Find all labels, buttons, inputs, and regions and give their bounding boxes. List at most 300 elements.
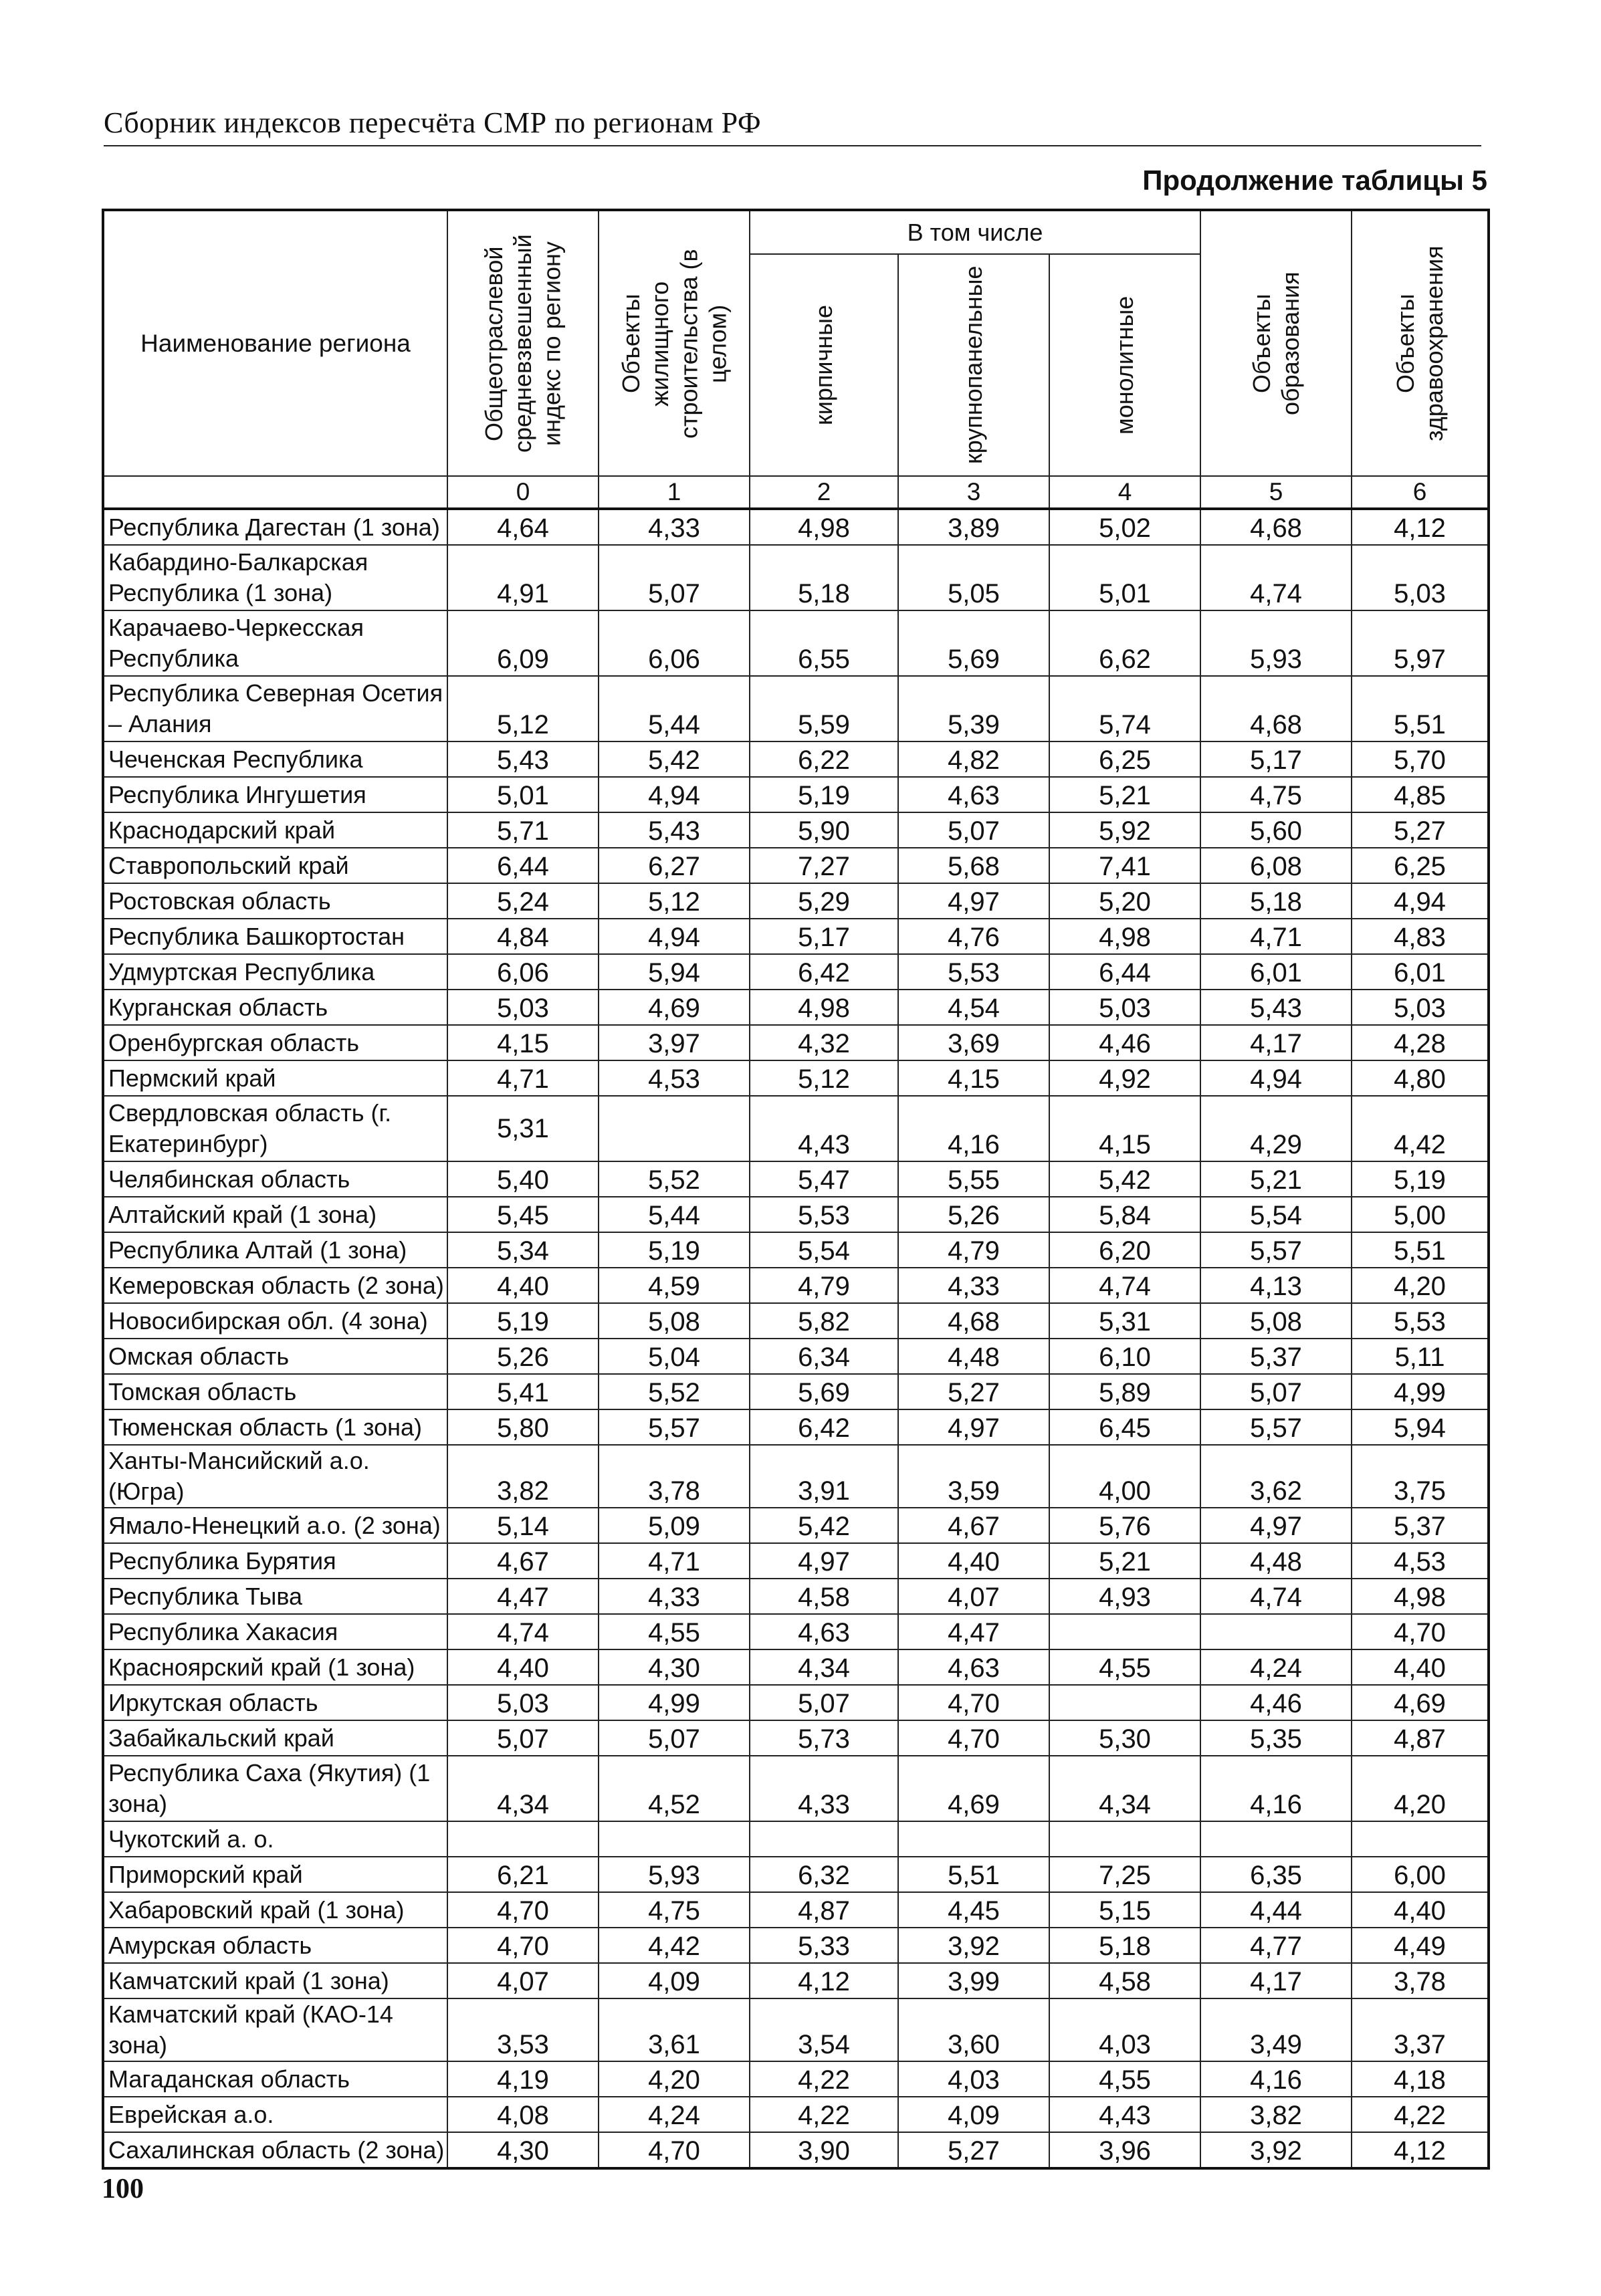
table-row [103, 1197, 1489, 1232]
index-value-cell: 6,55 [750, 610, 898, 676]
index-value-cell [1049, 1685, 1200, 1720]
index-value-cell: 5,12 [750, 1060, 898, 1096]
table-row [103, 1303, 1489, 1339]
index-value-cell: 5,18 [750, 545, 898, 610]
index-value-cell: 4,19 [447, 2061, 599, 2097]
index-value-cell: 3,53 [447, 1998, 599, 2061]
region-name-cell: Республика Дагестан (1 зона) [103, 509, 447, 545]
index-value-cell: 4,80 [1352, 1060, 1489, 1096]
index-value-cell: 4,97 [750, 1543, 898, 1579]
index-value-cell: 5,89 [1049, 1374, 1200, 1409]
region-name-cell: Республика Бурятия [103, 1543, 447, 1579]
header-group-including: В том числе [750, 210, 1200, 254]
index-value-cell: 4,12 [750, 1963, 898, 1998]
page-number: 100 [102, 2174, 144, 2204]
index-value-cell [1352, 1821, 1489, 1857]
region-name-cell: Краснодарский край [103, 812, 447, 848]
index-value-cell [599, 1821, 750, 1857]
table-row [103, 1096, 1489, 1161]
index-value-cell: 4,33 [750, 1756, 898, 1821]
index-value-cell: 5,52 [599, 1374, 750, 1409]
index-value-cell: 5,26 [898, 1197, 1049, 1232]
index-value-cell: 5,01 [447, 777, 599, 812]
index-value-cell: 5,40 [447, 1161, 599, 1197]
index-value-cell: 5,80 [447, 1409, 599, 1445]
table-row [103, 777, 1489, 812]
index-value-cell: 5,44 [599, 1197, 750, 1232]
table-row [103, 883, 1489, 919]
index-value-cell: 6,32 [750, 1857, 898, 1892]
index-value-cell: 4,85 [1352, 777, 1489, 812]
table-row [103, 1232, 1489, 1268]
index-value-cell: 4,54 [898, 990, 1049, 1025]
index-value-cell: 5,00 [1352, 1197, 1489, 1232]
index-value-cell: 4,83 [1352, 919, 1489, 954]
index-value-cell: 4,40 [447, 1649, 599, 1685]
region-name-cell: Республика Северная Осетия – Алания [103, 676, 447, 741]
table-row [103, 1963, 1489, 1998]
index-value-cell: 5,30 [1049, 1720, 1200, 1756]
index-value-cell: 5,07 [447, 1720, 599, 1756]
index-value-cell: 6,45 [1049, 1409, 1200, 1445]
index-value-cell: 4,94 [1352, 883, 1489, 919]
table-row [103, 2097, 1489, 2132]
index-value-cell: 5,69 [898, 610, 1049, 676]
column-number-row [103, 476, 1489, 509]
index-value-cell: 5,14 [447, 1508, 599, 1543]
index-value-cell: 4,74 [447, 1614, 599, 1649]
index-value-cell: 4,17 [1200, 1963, 1352, 1998]
index-value-cell: 4,69 [1352, 1685, 1489, 1720]
index-value-cell: 4,34 [750, 1649, 898, 1685]
index-value-cell: 4,52 [599, 1756, 750, 1821]
index-value-cell: 5,71 [447, 812, 599, 848]
column-number: 4 [1049, 476, 1200, 509]
index-value-cell: 5,34 [447, 1232, 599, 1268]
index-value-cell: 3,91 [750, 1445, 898, 1508]
index-value-cell: 4,94 [599, 777, 750, 812]
index-value-cell: 7,41 [1049, 848, 1200, 883]
index-value-cell: 4,98 [1049, 919, 1200, 954]
index-value-cell: 5,21 [1049, 777, 1200, 812]
index-value-cell: 5,19 [447, 1303, 599, 1339]
index-value-cell: 3,62 [1200, 1445, 1352, 1508]
header-col-5: Объекты образования [1200, 210, 1352, 476]
index-value-cell: 5,43 [1200, 990, 1352, 1025]
table-row [103, 1579, 1489, 1614]
index-value-cell: 5,57 [1200, 1232, 1352, 1268]
index-value-cell: 4,91 [447, 545, 599, 610]
region-name-cell: Хабаровский край (1 зона) [103, 1892, 447, 1928]
index-value-cell: 4,70 [898, 1720, 1049, 1756]
index-value-cell: 5,07 [1200, 1374, 1352, 1409]
index-value-cell: 4,00 [1049, 1445, 1200, 1508]
index-value-cell: 5,37 [1352, 1508, 1489, 1543]
table-row [103, 2132, 1489, 2168]
table-row [103, 741, 1489, 777]
index-value-cell: 4,97 [898, 883, 1049, 919]
index-value-cell: 6,27 [599, 848, 750, 883]
column-number: 2 [750, 476, 898, 509]
index-value-cell: 5,47 [750, 1161, 898, 1197]
region-name-cell: Челябинская область [103, 1161, 447, 1197]
table-row [103, 1720, 1489, 1756]
index-value-cell: 5,07 [599, 545, 750, 610]
index-value-cell: 4,79 [898, 1232, 1049, 1268]
index-value-cell [1049, 1614, 1200, 1649]
index-value-cell: 5,53 [898, 954, 1049, 990]
index-value-cell: 4,84 [447, 919, 599, 954]
column-number: 5 [1200, 476, 1352, 509]
index-value-cell: 3,96 [1049, 2132, 1200, 2168]
index-value-cell: 4,40 [447, 1268, 599, 1303]
table-row [103, 1508, 1489, 1543]
index-value-cell: 4,03 [898, 2061, 1049, 2097]
index-value-cell: 4,15 [1049, 1096, 1200, 1161]
index-value-cell: 5,93 [599, 1857, 750, 1892]
index-value-cell: 4,42 [599, 1928, 750, 1963]
index-value-cell: 4,07 [898, 1579, 1049, 1614]
index-value-cell: 4,17 [1200, 1025, 1352, 1060]
index-value-cell: 4,13 [1200, 1268, 1352, 1303]
index-value-cell: 5,33 [750, 1928, 898, 1963]
index-value-cell: 4,53 [1352, 1543, 1489, 1579]
index-value-cell: 5,68 [898, 848, 1049, 883]
index-value-cell: 3,60 [898, 1998, 1049, 2061]
index-value-cell: 4,47 [898, 1614, 1049, 1649]
index-value-cell: 4,71 [1200, 919, 1352, 954]
column-number: 6 [1352, 476, 1489, 509]
table-row [103, 509, 1489, 545]
index-value-cell: 4,55 [1049, 2061, 1200, 2097]
region-name-cell: Сахалинская область (2 зона) [103, 2132, 447, 2168]
index-value-cell: 4,98 [1352, 1579, 1489, 1614]
index-value-cell: 6,34 [750, 1339, 898, 1374]
index-value-cell: 4,22 [750, 2097, 898, 2132]
region-name-cell: Алтайский край (1 зона) [103, 1197, 447, 1232]
index-value-cell: 4,87 [1352, 1720, 1489, 1756]
region-name-cell: Ямало-Ненецкий а.о. (2 зона) [103, 1508, 447, 1543]
index-value-cell: 4,20 [599, 2061, 750, 2097]
index-value-cell: 5,84 [1049, 1197, 1200, 1232]
region-name-cell: Оренбургская область [103, 1025, 447, 1060]
table-row [103, 1374, 1489, 1409]
index-value-cell: 5,70 [1352, 741, 1489, 777]
index-value-cell: 3,69 [898, 1025, 1049, 1060]
index-value-cell: 5,92 [1049, 812, 1200, 848]
index-value-cell: 4,34 [447, 1756, 599, 1821]
index-value-cell: 5,17 [750, 919, 898, 954]
index-value-cell: 4,30 [599, 1649, 750, 1685]
index-value-cell [1200, 1821, 1352, 1857]
table-row [103, 676, 1489, 741]
header-region-name: Наименование региона [103, 210, 447, 476]
index-value-cell: 4,12 [1352, 509, 1489, 545]
index-value-cell: 3,61 [599, 1998, 750, 2061]
index-value-cell: 6,42 [750, 954, 898, 990]
index-value-cell: 4,30 [447, 2132, 599, 2168]
index-value-cell: 6,09 [447, 610, 599, 676]
index-value-cell: 5,74 [1049, 676, 1200, 741]
index-value-cell: 4,33 [599, 1579, 750, 1614]
index-value-cell: 5,20 [1049, 883, 1200, 919]
index-value-cell: 5,42 [1049, 1161, 1200, 1197]
index-value-cell: 4,70 [447, 1892, 599, 1928]
index-value-cell: 5,76 [1049, 1508, 1200, 1543]
region-name-cell: Омская область [103, 1339, 447, 1374]
table-row [103, 2061, 1489, 2097]
index-value-cell: 3,92 [1200, 2132, 1352, 2168]
index-value-cell: 4,08 [447, 2097, 599, 2132]
index-value-cell: 6,21 [447, 1857, 599, 1892]
table-row [103, 1161, 1489, 1197]
index-value-cell: 6,62 [1049, 610, 1200, 676]
index-value-cell: 5,45 [447, 1197, 599, 1232]
index-value-cell: 5,44 [599, 676, 750, 741]
index-value-cell: 6,10 [1049, 1339, 1200, 1374]
index-value-cell: 4,74 [1200, 545, 1352, 610]
region-name-cell: Чеченская Республика [103, 741, 447, 777]
index-value-cell: 4,99 [599, 1685, 750, 1720]
index-value-cell: 4,63 [898, 777, 1049, 812]
index-value-cell: 4,98 [750, 509, 898, 545]
index-value-cell: 5,19 [750, 777, 898, 812]
header-col-3: крупнопанельные [898, 254, 1049, 476]
index-value-cell: 4,49 [1352, 1928, 1489, 1963]
index-value-cell: 4,07 [447, 1963, 599, 1998]
index-value-cell: 5,57 [1200, 1409, 1352, 1445]
region-name-cell: Еврейская а.о. [103, 2097, 447, 2132]
index-value-cell: 4,82 [898, 741, 1049, 777]
region-name-cell: Курганская область [103, 990, 447, 1025]
column-number: 1 [599, 476, 750, 509]
index-value-cell: 4,97 [1200, 1508, 1352, 1543]
index-value-cell: 3,54 [750, 1998, 898, 2061]
index-value-cell: 4,43 [1049, 2097, 1200, 2132]
table-row [103, 848, 1489, 883]
index-value-cell: 4,93 [1049, 1579, 1200, 1614]
index-value-cell: 5,42 [599, 741, 750, 777]
table-row [103, 1445, 1489, 1508]
index-value-cell: 4,64 [447, 509, 599, 545]
index-value-cell: 4,15 [447, 1025, 599, 1060]
region-name-cell: Магаданская область [103, 2061, 447, 2097]
table-row [103, 1025, 1489, 1060]
index-value-cell: 5,12 [447, 676, 599, 741]
index-value-cell: 5,26 [447, 1339, 599, 1374]
region-name-cell: Удмуртская Республика [103, 954, 447, 990]
header-col-2: кирпичные [750, 254, 898, 476]
region-name-cell: Республика Алтай (1 зона) [103, 1232, 447, 1268]
index-value-cell: 3,99 [898, 1963, 1049, 1998]
index-value-cell: 4,59 [599, 1268, 750, 1303]
index-value-cell: 5,19 [1352, 1161, 1489, 1197]
index-value-cell: 5,03 [447, 990, 599, 1025]
index-value-cell: 5,03 [1352, 545, 1489, 610]
region-name-cell: Республика Тыва [103, 1579, 447, 1614]
table-row [103, 1821, 1489, 1857]
index-value-cell: 4,12 [1352, 2132, 1489, 2168]
index-value-cell: 4,15 [898, 1060, 1049, 1096]
table-row [103, 1928, 1489, 1963]
index-value-cell: 5,07 [599, 1720, 750, 1756]
index-value-cell: 4,33 [599, 509, 750, 545]
index-value-cell: 4,79 [750, 1268, 898, 1303]
index-value-cell: 5,19 [599, 1232, 750, 1268]
index-value-cell: 3,90 [750, 2132, 898, 2168]
index-value-cell: 6,25 [1049, 741, 1200, 777]
index-value-cell: 4,71 [599, 1543, 750, 1579]
region-name-cell: Новосибирская обл. (4 зона) [103, 1303, 447, 1339]
region-name-cell: Иркутская область [103, 1685, 447, 1720]
index-value-cell: 5,53 [1352, 1303, 1489, 1339]
index-value-cell: 5,15 [1049, 1892, 1200, 1928]
index-value-cell: 5,09 [599, 1508, 750, 1543]
table-row [103, 990, 1489, 1025]
index-value-cell: 4,68 [1200, 676, 1352, 741]
index-value-cell: 5,57 [599, 1409, 750, 1445]
index-value-cell: 5,51 [898, 1857, 1049, 1892]
table-row [103, 1060, 1489, 1096]
index-value-cell: 4,75 [1200, 777, 1352, 812]
index-value-cell: 3,78 [1352, 1963, 1489, 1998]
index-value-cell: 5,02 [1049, 509, 1200, 545]
header-col-1: Объекты жилищного строительства (в целом) [599, 210, 750, 476]
region-name-cell: Пермский край [103, 1060, 447, 1096]
index-value-cell: 4,24 [1200, 1649, 1352, 1685]
index-value-cell [898, 1821, 1049, 1857]
region-name-cell: Свердловская область (г. Екатеринбург) [103, 1096, 447, 1161]
index-value-cell: 4,16 [1200, 1756, 1352, 1821]
index-value-cell: 5,82 [750, 1303, 898, 1339]
index-value-cell: 5,31 [447, 1096, 599, 1161]
index-value-cell [1200, 1614, 1352, 1649]
index-value-cell: 4,47 [447, 1579, 599, 1614]
index-value-cell: 6,42 [750, 1409, 898, 1445]
header-col-6: Объекты здравоохранения [1352, 210, 1489, 476]
index-value-cell: 4,48 [1200, 1543, 1352, 1579]
index-value-cell: 4,40 [898, 1543, 1049, 1579]
index-value-cell: 4,33 [898, 1268, 1049, 1303]
index-value-cell: 5,59 [750, 676, 898, 741]
index-value-cell: 4,69 [599, 990, 750, 1025]
index-value-cell: 5,90 [750, 812, 898, 848]
index-value-cell: 6,00 [1352, 1857, 1489, 1892]
index-value-cell: 7,27 [750, 848, 898, 883]
index-value-cell: 4,55 [1049, 1649, 1200, 1685]
index-value-cell: 4,75 [599, 1892, 750, 1928]
index-value-cell: 5,55 [898, 1161, 1049, 1197]
region-name-cell: Кемеровская область (2 зона) [103, 1268, 447, 1303]
index-value-cell [1049, 1821, 1200, 1857]
table-row [103, 610, 1489, 676]
index-value-cell: 4,03 [1049, 1998, 1200, 2061]
index-value-cell: 5,73 [750, 1720, 898, 1756]
index-value-cell: 4,99 [1352, 1374, 1489, 1409]
index-value-cell: 4,18 [1352, 2061, 1489, 2097]
region-name-cell: Кабардино-Балкарская Республика (1 зона) [103, 545, 447, 610]
index-value-cell: 4,69 [898, 1756, 1049, 1821]
region-name-cell: Ставропольский край [103, 848, 447, 883]
page-header: Сборник индексов пересчёта СМР по регионам РФ [104, 106, 1481, 146]
index-value-cell: 4,22 [1352, 2097, 1489, 2132]
index-value-cell: 3,37 [1352, 1998, 1489, 2061]
index-value-cell: 5,07 [898, 812, 1049, 848]
index-value-cell: 4,09 [898, 2097, 1049, 2132]
index-value-cell: 5,43 [447, 741, 599, 777]
index-value-cell: 3,59 [898, 1445, 1049, 1508]
index-value-cell: 4,20 [1352, 1756, 1489, 1821]
region-name-cell: Ханты-Мансийский а.о. (Югра) [103, 1445, 447, 1508]
index-value-cell: 4,40 [1352, 1892, 1489, 1928]
index-value-cell: 4,16 [898, 1096, 1049, 1161]
index-value-cell: 3,75 [1352, 1445, 1489, 1508]
index-value-cell: 5,94 [599, 954, 750, 990]
index-value-cell: 5,03 [1049, 990, 1200, 1025]
index-value-cell: 5,07 [750, 1685, 898, 1720]
index-value-cell: 4,55 [599, 1614, 750, 1649]
index-value-cell: 4,94 [599, 919, 750, 954]
index-value-cell: 4,48 [898, 1339, 1049, 1374]
index-value-cell: 5,27 [898, 2132, 1049, 2168]
index-value-cell: 6,44 [1049, 954, 1200, 990]
table-row [103, 1614, 1489, 1649]
index-value-cell: 4,29 [1200, 1096, 1352, 1161]
index-value-cell: 5,11 [1352, 1339, 1489, 1374]
index-value-cell: 4,40 [1352, 1649, 1489, 1685]
index-value-cell: 5,27 [1352, 812, 1489, 848]
index-value-cell: 4,58 [750, 1579, 898, 1614]
index-value-cell: 5,08 [1200, 1303, 1352, 1339]
index-value-cell: 6,06 [447, 954, 599, 990]
index-value-cell: 4,09 [599, 1963, 750, 1998]
index-value-cell: 3,97 [599, 1025, 750, 1060]
index-value-cell: 5,39 [898, 676, 1049, 741]
index-value-cell: 5,17 [1200, 741, 1352, 777]
index-value-cell: 4,94 [1200, 1060, 1352, 1096]
index-value-cell: 5,03 [1352, 990, 1489, 1025]
column-number: 0 [447, 476, 599, 509]
index-value-cell: 4,77 [1200, 1928, 1352, 1963]
index-value-cell: 4,46 [1200, 1685, 1352, 1720]
index-value-cell: 4,24 [599, 2097, 750, 2132]
index-value-cell: 6,08 [1200, 848, 1352, 883]
index-value-cell [599, 1096, 750, 1161]
index-value-cell: 5,08 [599, 1303, 750, 1339]
index-value-cell: 4,34 [1049, 1756, 1200, 1821]
index-value-cell: 6,22 [750, 741, 898, 777]
table-row [103, 1998, 1489, 2061]
index-value-cell: 5,04 [599, 1339, 750, 1374]
table-continuation-label: Продолжение таблицы 5 [1142, 164, 1487, 196]
index-value-cell: 5,94 [1352, 1409, 1489, 1445]
index-value-cell: 6,25 [1352, 848, 1489, 883]
table-row [103, 954, 1489, 990]
region-name-cell: Республика Хакасия [103, 1614, 447, 1649]
region-name-cell: Республика Саха (Якутия) (1 зона) [103, 1756, 447, 1821]
index-value-cell: 4,58 [1049, 1963, 1200, 1998]
index-value-cell: 6,06 [599, 610, 750, 676]
index-value-cell: 3,92 [898, 1928, 1049, 1963]
index-value-cell: 5,93 [1200, 610, 1352, 676]
index-value-cell: 6,20 [1049, 1232, 1200, 1268]
index-value-cell: 5,69 [750, 1374, 898, 1409]
index-value-cell: 4,32 [750, 1025, 898, 1060]
index-value-cell: 5,05 [898, 545, 1049, 610]
index-value-cell: 6,01 [1352, 954, 1489, 990]
region-name-cell: Республика Башкортостан [103, 919, 447, 954]
index-value-cell: 4,53 [599, 1060, 750, 1096]
